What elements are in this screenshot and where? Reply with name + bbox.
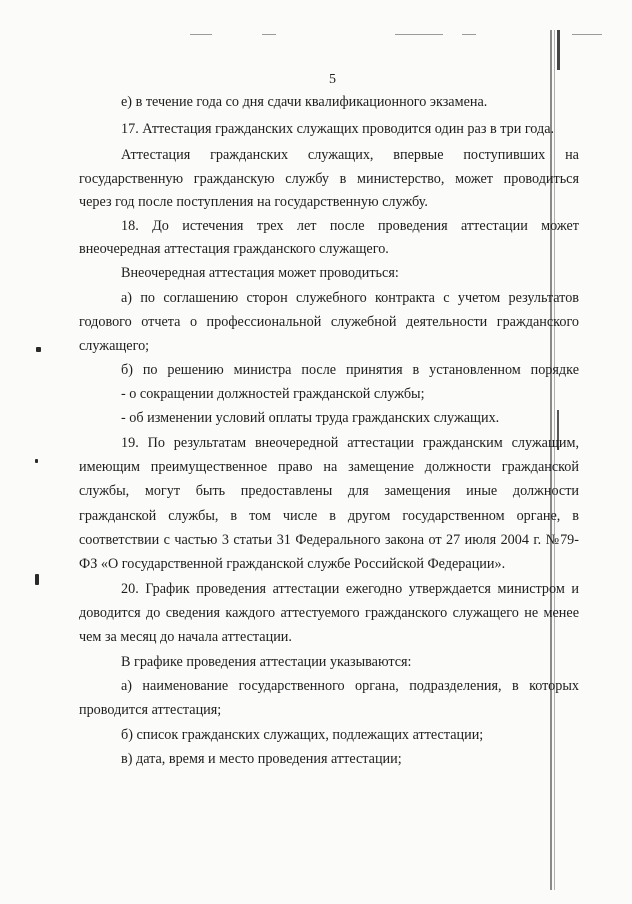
- text-line: гражданской службы, в том числе в другом государственном органе, в: [79, 508, 579, 524]
- text-line: б) список гражданских служащих, подлежащих аттестации;: [121, 727, 484, 743]
- text-line: служащего;: [79, 338, 150, 354]
- scan-top-marks: [0, 30, 632, 40]
- text-line: е) в течение года со дня сдачи квалификационного экзамена.: [121, 94, 488, 110]
- text-line: через год после поступления на государственную службу.: [79, 194, 428, 210]
- text-line: 18. До истечения трех лет после проведения аттестации может: [121, 218, 579, 234]
- text-line: внеочередная аттестация гражданского служащего.: [79, 241, 389, 257]
- text-line: имеющим преимущественное право на замещение должности гражданской: [79, 459, 579, 475]
- text-line: В графике проведения аттестации указываются:: [121, 654, 412, 670]
- text-line: государственную гражданскую службу в министерство, может проводиться: [79, 171, 579, 187]
- text-line: соответствии с частью 3 статьи 31 Федерального закона от 27 июля 2004 г. №79-: [79, 532, 579, 548]
- text-line: 19. По результатам внеочередной аттестации гражданским служащим,: [121, 435, 579, 451]
- margin-mark: [36, 347, 41, 352]
- text-line: ФЗ «О государственной гражданской службе Российской Федерации».: [79, 556, 506, 572]
- text-line: а) по соглашению сторон служебного контракта с учетом результатов: [121, 290, 579, 306]
- text-line: Аттестация гражданских служащих, впервые поступивших на: [121, 147, 579, 163]
- text-line: а) наименование государственного органа, подразделения, в которых: [121, 678, 579, 694]
- text-line: службы, могут быть предоставлены для замещения иные должности: [79, 483, 579, 499]
- margin-mark: [35, 574, 39, 585]
- text-line: б) по решению министра после принятия в установленном порядке: [121, 362, 579, 378]
- text-line: в) дата, время и место проведения аттестации;: [121, 751, 402, 767]
- text-line: чем за месяц до начала аттестации.: [79, 629, 292, 645]
- page-number: 5: [329, 72, 336, 87]
- text-line: - о сокращении должностей гражданской службы;: [121, 386, 425, 402]
- text-line: Внеочередная аттестация может проводиться:: [121, 265, 399, 281]
- margin-mark: [35, 459, 38, 463]
- text-line: годового отчета о профессиональной служебной деятельности гражданского: [79, 314, 579, 330]
- text-line: - об изменении условий оплаты труда гражданских служащих.: [121, 410, 500, 426]
- text-line: 17. Аттестация гражданских служащих проводится один раз в три года.: [121, 121, 555, 137]
- text-line: доводится до сведения каждого аттестуемого гражданского служащего не менее: [79, 605, 579, 621]
- text-line: 20. График проведения аттестации ежегодно утверждается министром и: [121, 581, 579, 597]
- text-line: проводится аттестация;: [79, 702, 222, 718]
